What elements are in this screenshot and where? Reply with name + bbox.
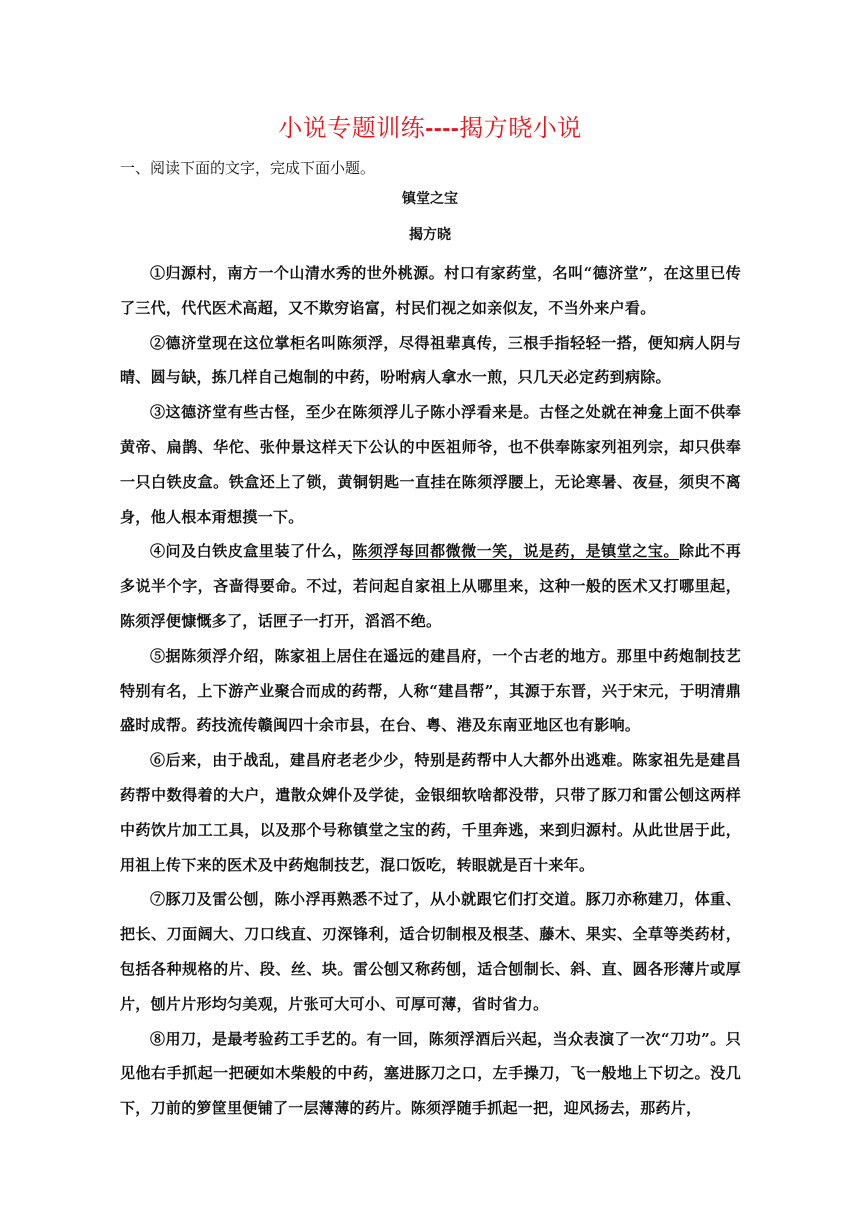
paragraph-4-lead: ④问及白铁皮盒里装了什么， (150, 542, 353, 561)
story-author: 揭方晓 (409, 227, 451, 243)
paragraph-4 (120, 534, 741, 638)
document-title (0, 108, 860, 149)
question-instruction: 一、阅读下面的文字，完成下面小题。 (120, 159, 376, 177)
paragraph-6: ⑥后来，由于战乱，建昌府老老少少，特别是药帮中人大都外出逃难。陈家祖先是建昌药帮中数得着的大户，遣散众婢仆及学徒，金银细软啥都没带，只带了豚刀和雷公刨这两样中药饮片加工工具，以及那个号称镇堂之宝的药，千里奔逃，来到归源村。从此世居于此，用祖上传下来的医术及中药炮制技艺，混口饭吃，转眼就是百十来年。 (120, 751, 741, 874)
story-title: 镇堂之宝 (402, 191, 458, 207)
title-dashes: ---- (425, 115, 460, 142)
title-main: 小说专题训练 (278, 114, 426, 142)
paragraph-7: ⑦豚刀及雷公刨，陈小浮再熟悉不过了，从小就跟它们打交道。豚刀亦称建刀，体重、把长、刀面阔大、刀口线直、刃深锋利，适合切制根及根茎、藤木、果实、全草等类药材，包括各种规格的片、段、丝、块。雷公刨又称药刨，适合刨制长、斜、直、圆各形薄片或厚片，刨片片形均匀美观，片张可大可小、可厚可薄，省时省力。 (120, 890, 741, 1013)
paragraph-5: ⑤据陈须浮介绍，陈家祖上居住在遥远的建昌府，一个古老的地方。那里中药炮制技艺特别有名，上下游产业聚合而成的药帮，人称“建昌帮”，其源于东晋，兴于宋元，于明清鼎盛时成帮。药技流传赣闽四十余市县，在台、粤、港及东南亚地区也有影响。 (120, 646, 741, 735)
paragraph-8: ⑧用刀，是最考验药工手艺的。有一回，陈须浮酒后兴起，当众表演了一次“刀功”。只见他右手抓起一把硬如木柴般的中药，塞进豚刀之口，左手操刀，飞一般地上下切之。没几下，刀前的箩筐里便铺了一层薄薄的药片。陈须浮随手抓起一把，迎风扬去，那药片， (120, 1029, 741, 1118)
title-sub: 揭方晓小说 (459, 114, 582, 142)
paragraph-1: ①归源村，南方一个山清水秀的世外桃源。村口有家药堂，名叫“德济堂”，在这里已传了三代，代代医术高超，又不欺穷谄富，村民们视之如亲似友，不当外来户看。 (120, 264, 741, 317)
paragraph-3: ③这德济堂有些古怪，至少在陈须浮儿子陈小浮看来是。古怪之处就在神龛上面不供奉黄帝、扁鹊、华佗、张仲景这样天下公认的中医祖师爷，也不供奉陈家列祖列宗，却只供奉一只白铁皮盒。铁盒还上了锁，黄铜钥匙一直挂在陈须浮腰上，无论寒暑、夜昼，须臾不离身，他人根本甭想摸一下。 (120, 403, 741, 526)
paragraph-2: ②德济堂现在这位掌柜名叫陈须浮，尽得祖辈真传，三根手指轻轻一搭，便知病人阴与晴、圆与缺，拣几样自己炮制的中药，吩咐病人拿水一煎，只几天必定药到病除。 (120, 333, 741, 387)
story-body (120, 256, 741, 1126)
paragraph-4-rest: 除此不再多说半个字，吝啬得要命。不过，若问起自家祖上从哪里来，这种一般的医术又打哪里起，陈须浮便慷慨多了，话匣子一打开，滔滔不绝。 (120, 542, 742, 630)
underlined-sentence: 陈须浮每回都微微一笑，说是药，是镇堂之宝。 (352, 542, 680, 561)
